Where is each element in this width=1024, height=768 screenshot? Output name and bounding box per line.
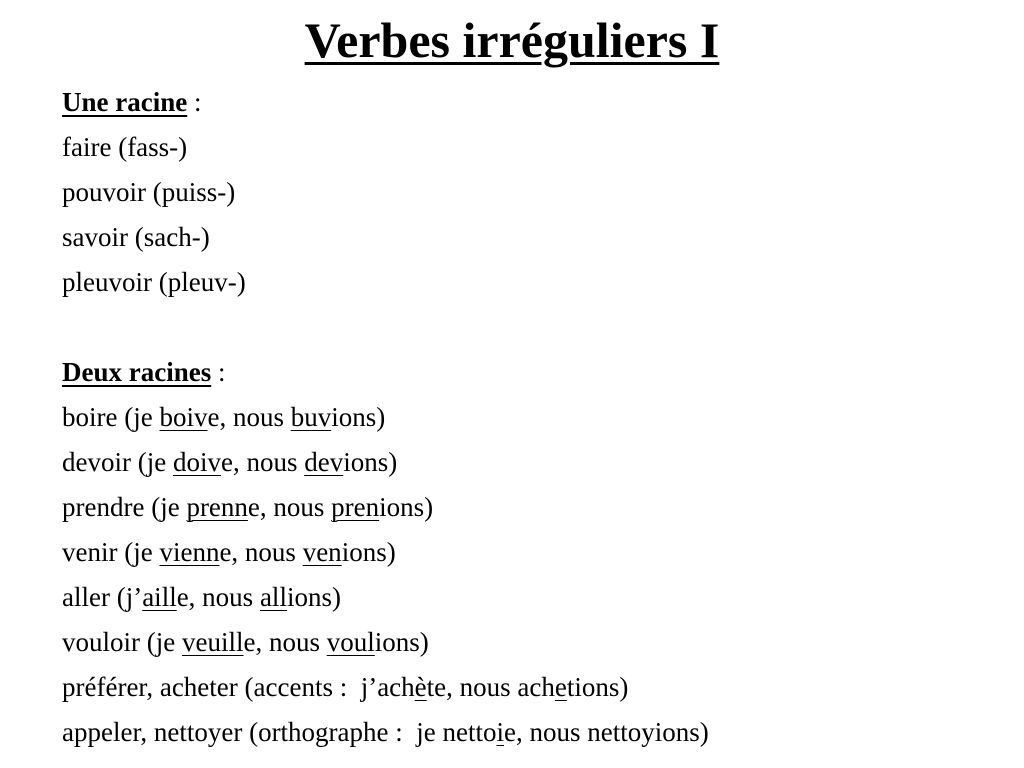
- line-text: boire (je: [62, 402, 160, 432]
- line-text: venir (je: [62, 537, 160, 567]
- underlined-stem: doiv: [172, 447, 221, 477]
- underlined-stem: voul: [326, 627, 375, 657]
- spacer: [62, 305, 1002, 350]
- line-text: e, nous: [176, 582, 260, 612]
- section-one-heading: Une racine: [62, 87, 188, 117]
- underlined-stem: veuill: [181, 627, 244, 657]
- underlined-stem: e: [554, 672, 567, 702]
- line-text: ions): [341, 537, 396, 567]
- underlined-stem: vienn: [159, 537, 220, 567]
- line-text: e, nous: [220, 447, 305, 477]
- section-two-heading-suffix: :: [211, 357, 226, 387]
- line-text: devoir (je: [62, 447, 173, 477]
- underlined-stem: buv: [290, 402, 332, 432]
- conjugation-line: [62, 530, 1002, 575]
- line-text: e, nous: [207, 402, 291, 432]
- slide-title: Verbes irréguliers I: [304, 12, 720, 68]
- verb-line: pleuvoir (pleuv-): [62, 267, 246, 297]
- line-text: aller (j’: [62, 582, 143, 612]
- underlined-stem: pren: [331, 492, 380, 522]
- underlined-stem: all: [259, 582, 287, 612]
- line-text: tions): [566, 672, 629, 702]
- line-text: e, nous: [219, 537, 303, 567]
- line-text: prendre (je: [62, 492, 187, 522]
- conjugation-line: [62, 665, 1002, 710]
- verb-line: savoir (sach-): [62, 222, 210, 252]
- line-text: e, nous: [247, 492, 332, 522]
- underlined-stem: ven: [302, 537, 342, 567]
- underlined-stem: aill: [142, 582, 177, 612]
- section-one-heading-suffix: :: [187, 87, 202, 117]
- conjugation-line: [62, 710, 1002, 755]
- underlined-stem: boiv: [159, 402, 208, 432]
- conjugation-line: [62, 620, 1002, 665]
- verb-line: pouvoir (puiss-): [62, 177, 236, 207]
- line-text: ions): [374, 627, 429, 657]
- line-text: e, nous: [243, 627, 327, 657]
- conjugation-line: [62, 395, 1002, 440]
- verb-line: faire (fass-): [62, 132, 188, 162]
- line-text: ions): [286, 582, 341, 612]
- line-text: ions): [331, 402, 386, 432]
- slide-body: [62, 80, 1002, 755]
- section-two-list: [62, 395, 1002, 755]
- underlined-stem: dev: [304, 447, 344, 477]
- line-text: te, nous ach: [426, 672, 555, 702]
- line-text: ions): [343, 447, 398, 477]
- line-text: ions): [379, 492, 434, 522]
- conjugation-line: [62, 440, 1002, 485]
- line-text: vouloir (je: [62, 627, 182, 657]
- underlined-stem: i: [496, 717, 505, 747]
- section-two-heading-line: [62, 350, 1002, 395]
- line-text: préférer, acheter (accents : j’ach: [62, 672, 415, 702]
- section-two-heading: Deux racines: [62, 357, 212, 387]
- conjugation-line: [62, 485, 1002, 530]
- line-text: e, nous nettoyions): [504, 717, 709, 747]
- section-one-heading-line: [62, 80, 1002, 125]
- underlined-stem: è: [414, 672, 427, 702]
- line-text: appeler, nettoyer (orthographe : je netto: [62, 717, 497, 747]
- conjugation-line: [62, 575, 1002, 620]
- underlined-stem: prenn: [186, 492, 248, 522]
